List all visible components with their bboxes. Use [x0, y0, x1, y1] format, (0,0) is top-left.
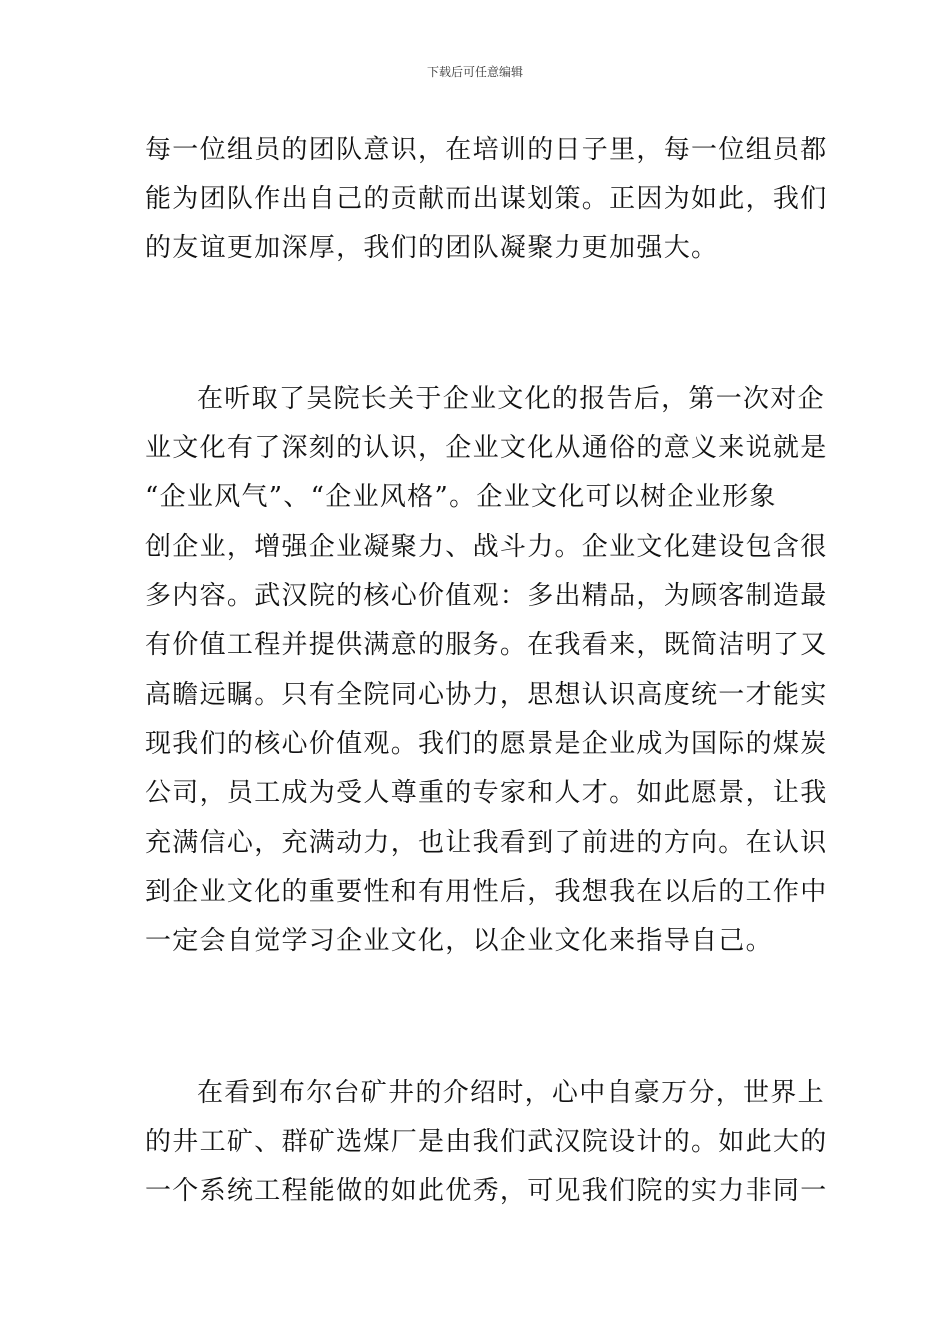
text-line: 多内容。武汉院的核心价值观：多出精品，为顾客制造最	[145, 581, 828, 611]
text-line: 一个系统工程能做的如此优秀，可见我们院的实力非同一	[145, 1176, 828, 1206]
text-line: 在看到布尔台矿井的介绍时，心中自豪万分，世界上	[197, 1078, 825, 1108]
text-line: 创企业，增强企业凝聚力、战斗力。企业文化建设包含很	[145, 532, 828, 562]
text-line: 有价值工程并提供满意的服务。在我看来，既简洁明了又	[145, 630, 828, 660]
text-line: 充满信心，充满动力，也让我看到了前进的方向。在认识	[145, 828, 828, 858]
text-line: 每一位组员的团队意识，在培训的日子里，每一位组员都	[145, 135, 828, 165]
text-line: 在听取了吴院长关于企业文化的报告后，第一次对企	[197, 384, 825, 414]
text-line: “企业风气”、“企业风格”。企业文化可以树企业形象	[145, 482, 777, 512]
text-line: 能为团队作出自己的贡献而出谋划策。正因为如此，我们	[145, 184, 828, 214]
page-header: 下载后可任意编辑	[426, 65, 523, 79]
text-line: 的友谊更加深厚，我们的团队凝聚力更加强大。	[145, 233, 719, 263]
text-line: 业文化有了深刻的认识，企业文化从通俗的意义来说就是	[145, 433, 828, 463]
text-line: 高瞻远瞩。只有全院同心协力，思想认识高度统一才能实	[145, 680, 828, 710]
text-line: 现我们的核心价值观。我们的愿景是企业成为国际的煤炭	[145, 729, 828, 759]
text-line: 到企业文化的重要性和有用性后，我想我在以后的工作中	[145, 877, 828, 907]
text-line: 的井工矿、群矿选煤厂是由我们武汉院设计的。如此大的	[145, 1127, 828, 1157]
text-line: 一定会自觉学习企业文化，以企业文化来指导自己。	[145, 926, 773, 956]
text-line: 公司，员工成为受人尊重的专家和人才。如此愿景，让我	[145, 778, 828, 808]
